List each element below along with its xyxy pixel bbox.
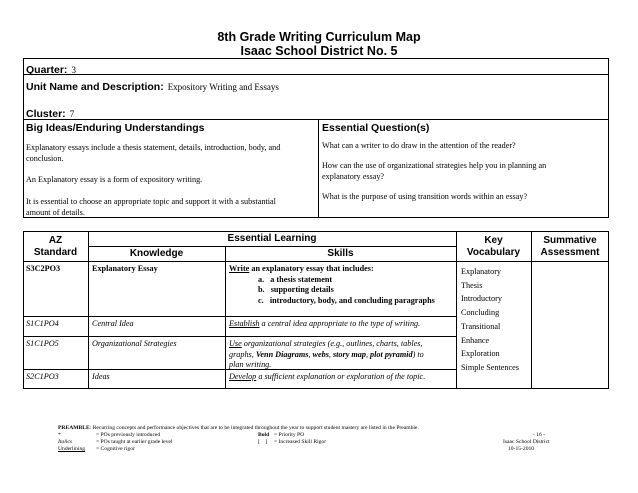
header-text: Summative: [543, 235, 597, 246]
legend-italics-text: = POs taught at earlier grade level: [96, 439, 173, 445]
legend-underlining-text: = Cognitive rigor: [96, 446, 135, 452]
preamble-line: [58, 425, 419, 432]
vocabulary-item: Concluding: [461, 308, 500, 318]
legend-italics: Italics: [58, 439, 72, 445]
knowledge-header: Knowledge: [129, 248, 184, 259]
skill-rest: organizational strategies (e.g., outlines, charts, tables,: [241, 339, 423, 348]
standard-code: S2C1PO3: [26, 372, 59, 381]
preamble-label: PREAMBLE: [58, 425, 90, 431]
unit-row: [26, 77, 279, 95]
cluster-value: 7: [69, 109, 75, 119]
divider: [23, 336, 456, 337]
skill-text: plan writing.: [229, 360, 272, 369]
skill-rest: a sufficient explanation or exploration of the topic.: [256, 372, 426, 381]
big-ideas-text: conclusion.: [26, 153, 64, 163]
big-ideas-text: An Explanatory essay is a form of expository writing.: [26, 175, 203, 184]
big-ideas-heading: Big Ideas/Enduring Understandings: [26, 122, 205, 134]
vocabulary-item: Introductory: [461, 294, 502, 304]
essential-learning-header: Essential Learning: [227, 233, 317, 244]
vocabulary-item: Exploration: [461, 349, 500, 359]
page-number: - 16 -: [533, 432, 546, 438]
skill-fragment: ,: [328, 349, 333, 359]
header-text: Assessment: [540, 247, 600, 258]
skill-verb: Develop: [229, 372, 257, 381]
essential-question: explanatory essay?: [322, 171, 385, 181]
cluster-row: [26, 104, 74, 122]
legend-bold: Bold: [258, 432, 270, 438]
legend-star: *: [58, 432, 61, 438]
az-standard-header: [23, 235, 88, 259]
knowledge-item: Ideas: [92, 372, 110, 381]
skill-text: [229, 339, 422, 350]
skill-text: [229, 319, 420, 330]
document-subtitle: Isaac School District No. 5: [240, 44, 398, 58]
vocabulary-item: Enhance: [461, 335, 490, 345]
essential-questions-heading: Essential Question(s): [322, 122, 430, 134]
unit-label: Unit Name and Description:: [26, 81, 164, 93]
divider: [318, 119, 319, 218]
essential-question: What is the purpose of using transition words within an essay?: [322, 192, 528, 201]
standard-code: S1C1PO5: [26, 339, 59, 348]
skill-text: [229, 372, 425, 383]
divider: [88, 246, 456, 247]
header-text: AZ: [48, 235, 63, 246]
skill-fragment: webs: [312, 349, 329, 359]
knowledge-item: Organizational Strategies: [92, 339, 177, 348]
skill-fragment: ,: [365, 349, 371, 359]
quarter-value: 3: [71, 65, 76, 75]
skill-verb: Use: [229, 339, 242, 348]
skill-rest: a central idea appropriate to the type of writing.: [259, 319, 421, 328]
standard-code: S3C2PO3: [26, 264, 61, 273]
skill-rest: an explanatory essay that includes:: [249, 264, 374, 273]
divider: [23, 261, 609, 262]
essential-question: How can the use of organizational strategies help you in planning an: [322, 161, 547, 170]
skill-verb: Establish: [229, 319, 260, 328]
divider: [23, 119, 609, 120]
legend-star-text: = POs previously introduced: [96, 432, 161, 438]
skill-subitem: b. supporting details: [258, 285, 334, 294]
skill-text: [229, 350, 424, 361]
unit-value: Expository Writing and Essays: [167, 82, 279, 92]
key-vocabulary-header: [456, 235, 531, 259]
skill-fragment: plot pyramid: [370, 349, 413, 359]
vocabulary-item: Simple Sentences: [461, 362, 519, 372]
vocabulary-list: [461, 265, 519, 375]
vocabulary-item: Transitional: [461, 321, 501, 331]
skill-fragment: graphs,: [229, 349, 256, 359]
big-ideas-text: Explanatory essays include a thesis statement, details, introduction, body, and: [26, 143, 281, 152]
cluster-label: Cluster:: [26, 108, 66, 120]
standard-code: S1C1PO4: [26, 319, 59, 328]
skill-fragment: Venn Diagrams: [255, 349, 309, 359]
header-text: Key: [484, 235, 503, 246]
skill-fragment: ) to: [412, 349, 424, 359]
knowledge-item: Explanatory Essay: [92, 264, 158, 273]
preamble-text: : Recurring concepts and performance objectives that are to be integrated throughout the year to support student mastery are listed in the Preamble.: [89, 425, 419, 431]
big-ideas-text: amount of details.: [26, 207, 85, 217]
quarter-label: Quarter:: [26, 64, 68, 76]
skill-subitem: c. introductory, body, and concluding paragraphs: [258, 295, 435, 305]
vocabulary-item: Thesis: [461, 280, 483, 290]
skill-text: [229, 264, 374, 275]
document-date: 10-15-2010: [508, 446, 535, 452]
vocabulary-item: Explanatory: [461, 267, 502, 276]
quarter-row: [26, 60, 76, 78]
big-ideas-text: It is essential to choose an appropriate topic and support it with a substantial: [26, 197, 276, 206]
divider: [23, 316, 456, 317]
divider: [225, 246, 226, 389]
skill-fragment: story map: [332, 349, 366, 359]
legend-bold-text: = Priority PO: [274, 432, 305, 438]
district-name: Isaac School District: [503, 439, 550, 445]
header-text: Vocabulary: [466, 247, 521, 258]
skill-fragment: ,: [308, 349, 313, 359]
essential-question: What can a writer to do draw in the attention of the reader?: [322, 141, 516, 150]
skills-header: Skills: [327, 248, 354, 259]
document-title: 8th Grade Writing Curriculum Map: [217, 30, 421, 44]
legend-brackets: [ ]: [258, 439, 268, 445]
header-text: Standard: [33, 247, 78, 258]
divider: [23, 74, 609, 75]
summative-assessment-header: [531, 235, 609, 259]
legend-brackets-text: = Increased Skill Rigor: [274, 439, 327, 445]
legend-underlining: Underlining: [58, 446, 86, 452]
skill-verb: Write: [229, 264, 250, 273]
knowledge-item: Central Idea: [92, 319, 134, 328]
skill-subitem: a. a thesis statement: [258, 274, 333, 284]
